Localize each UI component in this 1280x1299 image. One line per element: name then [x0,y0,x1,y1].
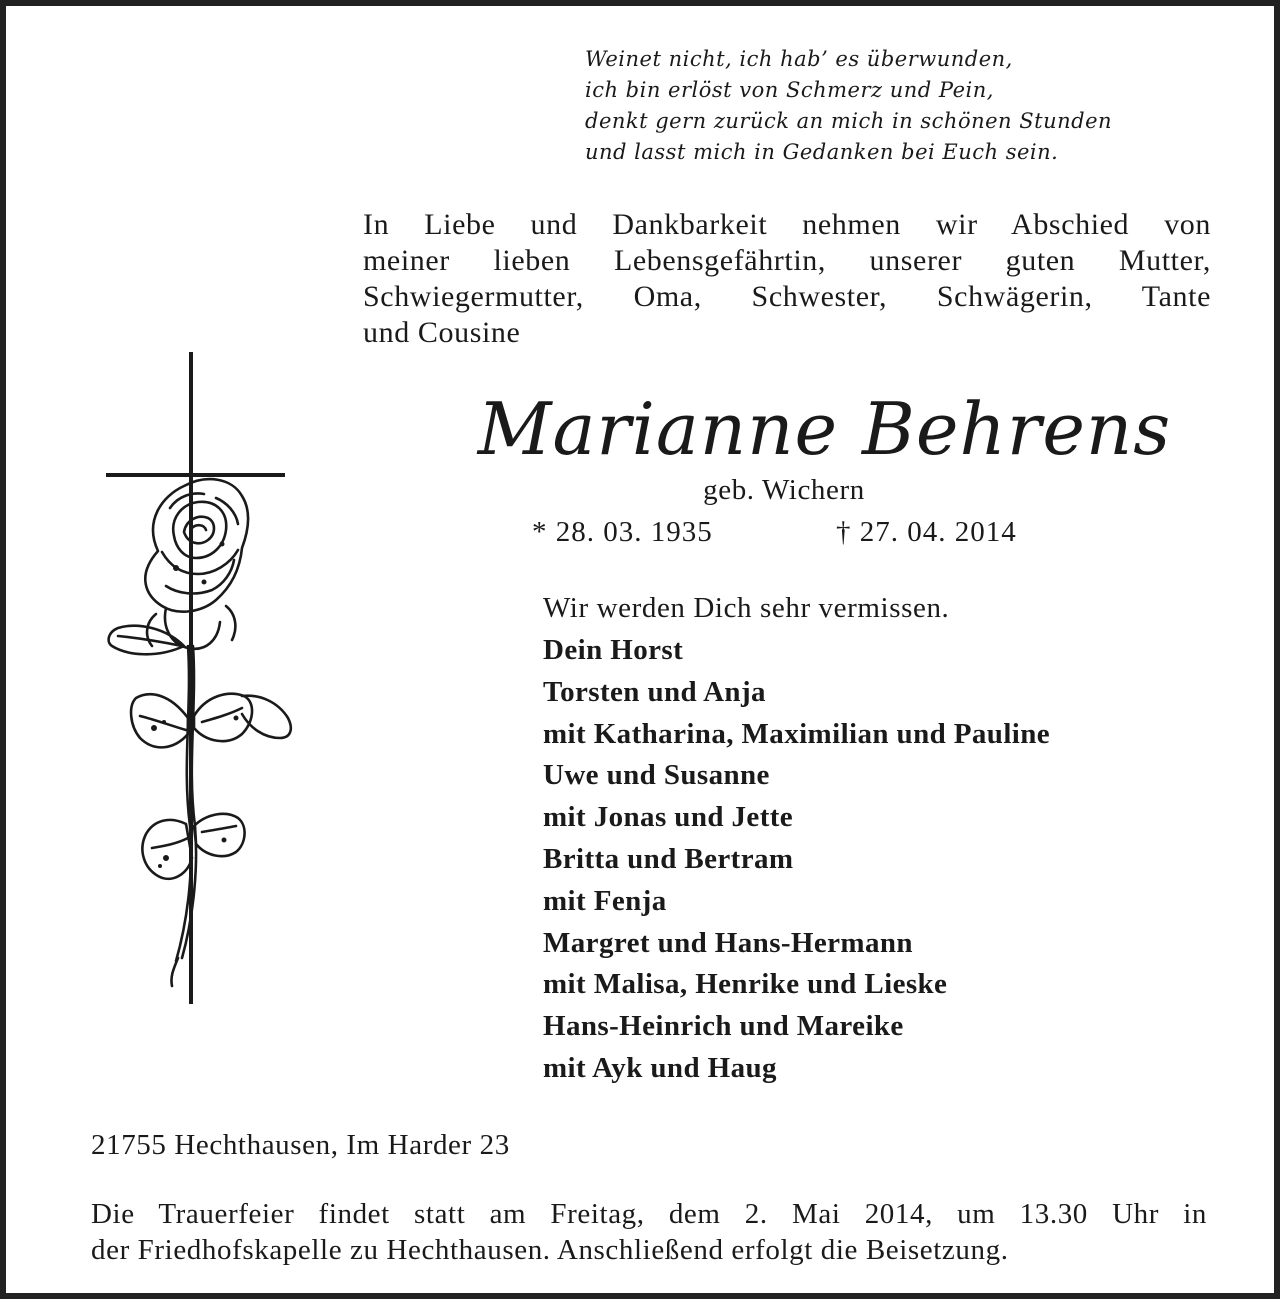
survivor-name: Dein Horst [543,634,684,666]
intro-line: Schwiegermutter, Oma, Schwester, Schwägerin, Tante [363,280,1211,313]
maiden-name: geb. Wichern [703,474,865,506]
cross-icon [106,352,285,1004]
survivor-name: mit Ayk und Haug [543,1051,777,1084]
cross-with-rose-icon [66,346,316,1011]
survivor-name: mit Fenja [543,884,667,917]
intro-line: In Liebe und Dankbarkeit nehmen wir Abschied von [363,208,1211,241]
funeral-line: der Friedhofskapelle zu Hechthausen. Anschließend erfolgt die Beisetzung. [91,1234,1009,1266]
survivor-name: Torsten und Anja [543,675,766,708]
funeral-notice [91,1196,1207,1268]
survivors-list [543,590,1050,1092]
rose-icon [109,479,291,986]
birth-date: * 28. 03. 1935 [532,516,713,548]
intro-line: meiner lieben Lebensgefährtin, unserer guten Mutter, [363,244,1211,277]
funeral-line: Die Trauerfeier findet statt am Freitag, dem 2. Mai 2014, um 13.30 Uhr in [91,1198,1207,1230]
survivor-name: mit Katharina, Maximilian und Pauline [543,717,1051,750]
survivor-name: Hans-Heinrich und Mareike [543,1010,904,1043]
survivor-name: mit Jonas und Jette [543,801,794,834]
survivor-name: Britta und Bertram [543,842,794,875]
survivor-name: Uwe und Susanne [543,759,770,792]
intro-text [363,207,1211,351]
deceased-name: Marianne Behrens [477,387,1172,471]
farewell-message: Wir werden Dich sehr vermissen. [543,592,950,624]
poem-line: ich bin erlöst von Schmerz und Pein, [585,78,994,102]
survivor-name: mit Malisa, Henrike und Lieske [543,968,948,1001]
poem-line: Weinet nicht, ich hab’ es überwunden, [585,47,1013,71]
survivor-name: Margret und Hans-Hermann [543,926,913,959]
poem-line: und lasst mich in Gedanken bei Euch sein. [585,140,1059,164]
death-date: † 27. 04. 2014 [836,516,1017,548]
address: 21755 Hechthausen, Im Harder 23 [91,1129,510,1161]
intro-line: und Cousine [363,316,521,349]
poem [585,44,1112,168]
poem-line: denkt gern zurück an mich in schönen Stunden [585,109,1113,133]
